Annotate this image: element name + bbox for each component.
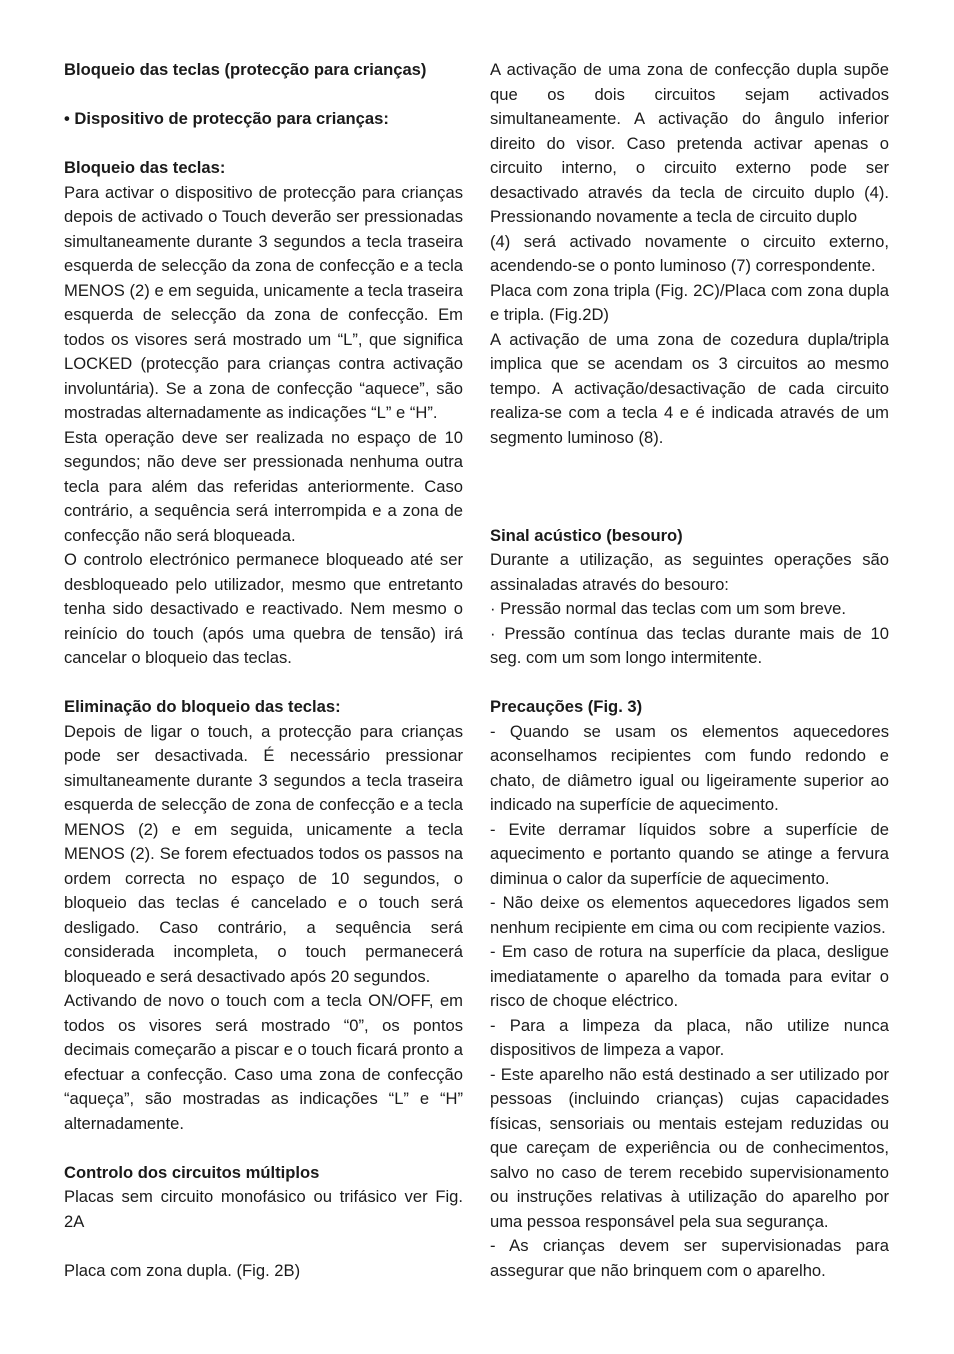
- right-column: [490, 58, 889, 1283]
- heading-circuits: Controlo dos circuitos múltiplos: [64, 1162, 320, 1182]
- paragraph-lock-3: O controlo electrónico permanece bloqueado até ser desbloqueado pelo utilizador, mesmo que entretanto tenha sido desactivado e reactivado. Nem mesmo o reinício do touch (após uma quebra de tensão) irá cancelar o bloqueio das teclas.: [64, 550, 463, 667]
- paragraph-triple-1: Placa com zona tripla (Fig. 2C)/Placa com zona dupla e tripla. (Fig.2D): [490, 280, 889, 324]
- paragraph-unlock-2: Activando de novo o touch com a tecla ON/OFF, em todos os visores será mostrado “0”, os pontos decimais começarão a piscar e o touch ficará pronto a efectuar a confecção. Caso uma zona de confecção “aqueça”, são mostradas as indicações “L” e “H” alternadamente.: [64, 991, 463, 1133]
- paragraph-circuits-2: Placa com zona dupla. (Fig. 2B): [64, 1260, 301, 1280]
- paragraph-lock-2: Esta operação deve ser realizada no espaço de 10 segundos; não deve ser pressionada nenhuma outra tecla para além das referidas anteriormente. Caso contrário, a sequência será interrompida e a zona de confecção não será bloqueada.: [64, 427, 463, 545]
- paragraph-precaution-5: - Para a limpeza da placa, não utilize nunca dispositivos de limpeza a vapor.: [490, 1015, 889, 1059]
- heading-key-lock: Bloqueio das teclas (protecção para crianças): [64, 60, 427, 79]
- heading-unlock: Eliminação do bloqueio das teclas:: [64, 697, 341, 716]
- paragraph-buzzer-1: Durante a utilização, as seguintes operações são assinaladas através do besouro:: [490, 550, 889, 594]
- paragraph-precaution-2: - Evite derramar líquidos sobre a superfície de aquecimento e portanto quando se atinge a fervura diminua o calor da superfície de aquecimento.: [490, 819, 889, 888]
- heading-lock: Bloqueio das teclas:: [64, 158, 226, 177]
- paragraph-dual-1: A activação de uma zona de confecção dupla supõe que os dois circuitos sejam activados simultaneamente. A activação do ângulo inferior direito do visor. Caso pretenda activar apenas o circuito interno, o circuito externo pode ser desactivado através da tecla de circuito duplo (4). Pressionando novamente a tecla de circuito duplo: [490, 60, 889, 226]
- heading-buzzer: Sinal acústico (besouro): [490, 525, 683, 545]
- paragraph-buzzer-2: · Pressão normal das teclas com um som breve.: [490, 599, 846, 618]
- heading-precautions: Precauções (Fig. 3): [490, 697, 643, 716]
- left-column: [64, 58, 463, 1283]
- paragraph-dual-2: (4) será activado novamente o circuito externo, acendendo-se o ponto luminoso (7) correspondente.: [490, 231, 889, 275]
- paragraph-precaution-7: - As crianças devem ser supervisionadas para assegurar que não brinquem com o aparelho.: [490, 1236, 889, 1280]
- paragraph-precaution-1: - Quando se usam os elementos aquecedores aconselhamos recipientes com fundo redondo e chato, de diâmetro igual ou ligeiramente superior ao indicado na superfície de aquecimento.: [490, 721, 889, 814]
- paragraph-precaution-4: - Em caso de rotura na superfície da placa, desligue imediatamente o aparelho da tomada para evitar o risco de choque eléctrico.: [490, 942, 889, 1010]
- paragraph-triple-2: A activação de uma zona de cozedura dupla/tripla implica que se acendam os 3 circuitos ao mesmo tempo. A activação/desactivação de cada circuito realiza-se com a tecla 4 e é indicada através de um segmento luminoso (8).: [490, 329, 889, 447]
- paragraph-circuits-1: Placas sem circuito monofásico ou trifásico ver Fig. 2A: [64, 1187, 463, 1231]
- heading-child-device: • Dispositivo de protecção para crianças:: [64, 109, 389, 128]
- paragraph-buzzer-3: · Pressão contínua das teclas durante mais de 10 seg. com um som longo intermitente.: [490, 623, 889, 667]
- paragraph-lock-1: Para activar o dispositivo de protecção para crianças depois de activado o Touch deverão ser pressionadas simultaneamente durante 3 segundos a tecla traseira esquerda de selecção da zona de confecção e a tecla MENOS (2) e em seguida, unicamente a tecla traseira esquerda de selecção da zona de confecção. Em todos os visores será mostrado um “L”, que significa LOCKED (protecção para crianças contra activação involuntária). Se a zona de confecção “aquece”, são mostradas alternadamente as indicações “L” e “H”.: [64, 182, 463, 422]
- paragraph-precaution-6: - Este aparelho não está destinado a ser utilizado por pessoas (incluindo crianças) cujas capacidades físicas, sensoriais ou mentais estejam reduzidas ou que careçam de experiência ou de conhecimentos, salvo no caso de terem recebido supervisionamento ou instruções relativas à utilização do aparelho por uma pessoa responsável pela sua segurança.: [490, 1064, 889, 1231]
- paragraph-precaution-3: - Não deixe os elementos aquecedores ligados sem nenhum recipiente em cima ou com recipiente vazios.: [490, 893, 889, 937]
- paragraph-unlock-1: Depois de ligar o touch, a protecção para crianças pode ser desactivada. É necessário pressionar simultaneamente durante 3 segundos a tecla traseira esquerda de selecção de zona de confecção e a tecla MENOS (2) e em seguida, unicamente a tecla MENOS (2). Se forem efectuados todos os passos na ordem correcta no espaço de 10 segundos, o bloqueio das teclas é cancelado e o touch será desligado. Caso contrário, a sequência será considerada incompleta, o touch permanecerá bloqueado e será desactivado após 20 segundos.: [64, 721, 463, 986]
